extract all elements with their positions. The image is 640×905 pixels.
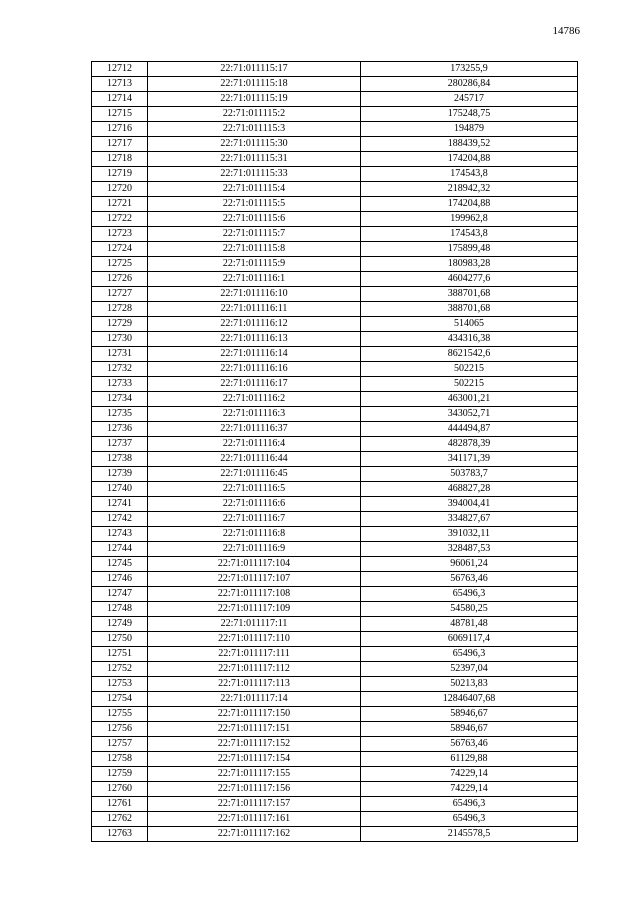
row-number-cell: 12712 [92,62,148,77]
row-number-cell: 12739 [92,467,148,482]
table-row [92,512,578,527]
row-number-cell: 12761 [92,797,148,812]
cadastral-number-cell: 22:71:011115:6 [148,212,361,227]
row-number-cell: 12715 [92,107,148,122]
cadastral-number-cell: 22:71:011117:109 [148,602,361,617]
table-row [92,572,578,587]
cadastral-number-cell: 22:71:011115:17 [148,62,361,77]
table-row [92,782,578,797]
cadastral-number-cell: 22:71:011117:104 [148,557,361,572]
row-number-cell: 12741 [92,497,148,512]
row-number-cell: 12716 [92,122,148,137]
cadastral-number-cell: 22:71:011115:30 [148,137,361,152]
row-number-cell: 12744 [92,542,148,557]
table-row [92,542,578,557]
row-number-cell: 12757 [92,737,148,752]
table-row [92,767,578,782]
row-number-cell: 12724 [92,242,148,257]
value-cell: 65496,3 [361,587,578,602]
value-cell: 468827,28 [361,482,578,497]
value-cell: 463001,21 [361,392,578,407]
cadastral-number-cell: 22:71:011117:110 [148,632,361,647]
table-row [92,827,578,842]
cadastral-value-table [91,61,578,842]
row-number-cell: 12747 [92,587,148,602]
table-row [92,257,578,272]
value-cell: 334827,67 [361,512,578,527]
cadastral-number-cell: 22:71:011116:12 [148,317,361,332]
table-row [92,812,578,827]
value-cell: 218942,32 [361,182,578,197]
table-row [92,332,578,347]
row-number-cell: 12717 [92,137,148,152]
cadastral-number-cell: 22:71:011116:17 [148,377,361,392]
table-row [92,242,578,257]
value-cell: 61129,88 [361,752,578,767]
value-cell: 50213,83 [361,677,578,692]
row-number-cell: 12759 [92,767,148,782]
row-number-cell: 12740 [92,482,148,497]
value-cell: 54580,25 [361,602,578,617]
cadastral-number-cell: 22:71:011117:14 [148,692,361,707]
cadastral-number-cell: 22:71:011117:155 [148,767,361,782]
value-cell: 52397,04 [361,662,578,677]
value-cell: 199962,8 [361,212,578,227]
table-row [92,227,578,242]
table-row [92,302,578,317]
table-row [92,677,578,692]
cadastral-number-cell: 22:71:011117:162 [148,827,361,842]
row-number-cell: 12714 [92,92,148,107]
value-cell: 394004,41 [361,497,578,512]
cadastral-number-cell: 22:71:011115:4 [148,182,361,197]
table-row [92,167,578,182]
table-row [92,362,578,377]
row-number-cell: 12738 [92,452,148,467]
table-row [92,137,578,152]
row-number-cell: 12735 [92,407,148,422]
table-row [92,632,578,647]
row-number-cell: 12753 [92,677,148,692]
table-row [92,317,578,332]
table-row [92,422,578,437]
row-number-cell: 12748 [92,602,148,617]
cadastral-number-cell: 22:71:011116:11 [148,302,361,317]
cadastral-number-cell: 22:71:011116:13 [148,332,361,347]
value-cell: 173255,9 [361,62,578,77]
row-number-cell: 12751 [92,647,148,662]
table-row [92,737,578,752]
table-row [92,182,578,197]
value-cell: 6069117,4 [361,632,578,647]
table-row [92,272,578,287]
cadastral-number-cell: 22:71:011117:113 [148,677,361,692]
cadastral-number-cell: 22:71:011115:19 [148,92,361,107]
value-cell: 56763,46 [361,737,578,752]
value-cell: 4604277,6 [361,272,578,287]
table-row [92,797,578,812]
table-row [92,107,578,122]
row-number-cell: 12721 [92,197,148,212]
cadastral-number-cell: 22:71:011116:2 [148,392,361,407]
value-cell: 12846407,68 [361,692,578,707]
row-number-cell: 12746 [92,572,148,587]
value-cell: 444494,87 [361,422,578,437]
row-number-cell: 12736 [92,422,148,437]
value-cell: 180983,28 [361,257,578,272]
cadastral-number-cell: 22:71:011115:31 [148,152,361,167]
table-row [92,122,578,137]
row-number-cell: 12760 [92,782,148,797]
row-number-cell: 12743 [92,527,148,542]
value-cell: 175248,75 [361,107,578,122]
cadastral-number-cell: 22:71:011117:111 [148,647,361,662]
row-number-cell: 12763 [92,827,148,842]
row-number-cell: 12742 [92,512,148,527]
row-number-cell: 12719 [92,167,148,182]
cadastral-number-cell: 22:71:011117:112 [148,662,361,677]
row-number-cell: 12737 [92,437,148,452]
row-number-cell: 12728 [92,302,148,317]
value-cell: 48781,48 [361,617,578,632]
cadastral-number-cell: 22:71:011116:1 [148,272,361,287]
value-cell: 341171,39 [361,452,578,467]
value-cell: 74229,14 [361,782,578,797]
table-row [92,557,578,572]
table-row [92,62,578,77]
row-number-cell: 12723 [92,227,148,242]
cadastral-number-cell: 22:71:011116:6 [148,497,361,512]
value-cell: 502215 [361,362,578,377]
row-number-cell: 12732 [92,362,148,377]
row-number-cell: 12733 [92,377,148,392]
cadastral-number-cell: 22:71:011115:18 [148,77,361,92]
table-row [92,752,578,767]
cadastral-number-cell: 22:71:011116:4 [148,437,361,452]
value-cell: 174543,8 [361,167,578,182]
table-row [92,377,578,392]
value-cell: 391032,11 [361,527,578,542]
row-number-cell: 12756 [92,722,148,737]
row-number-cell: 12725 [92,257,148,272]
row-number-cell: 12754 [92,692,148,707]
table-row [92,587,578,602]
value-cell: 2145578,5 [361,827,578,842]
table-row [92,452,578,467]
table-row [92,647,578,662]
cadastral-number-cell: 22:71:011115:9 [148,257,361,272]
cadastral-number-cell: 22:71:011115:5 [148,197,361,212]
page-number: 14786 [552,25,580,37]
table-row [92,662,578,677]
table-row [92,92,578,107]
cadastral-number-cell: 22:71:011117:150 [148,707,361,722]
row-number-cell: 12722 [92,212,148,227]
table-row [92,722,578,737]
cadastral-number-cell: 22:71:011116:45 [148,467,361,482]
cadastral-number-cell: 22:71:011115:8 [148,242,361,257]
cadastral-number-cell: 22:71:011116:44 [148,452,361,467]
row-number-cell: 12713 [92,77,148,92]
value-cell: 58946,67 [361,722,578,737]
value-cell: 56763,46 [361,572,578,587]
cadastral-number-cell: 22:71:011116:10 [148,287,361,302]
cadastral-number-cell: 22:71:011117:11 [148,617,361,632]
table-row [92,527,578,542]
table-row [92,152,578,167]
row-number-cell: 12720 [92,182,148,197]
value-cell: 65496,3 [361,797,578,812]
cadastral-number-cell: 22:71:011115:33 [148,167,361,182]
value-cell: 58946,67 [361,707,578,722]
cadastral-number-cell: 22:71:011117:152 [148,737,361,752]
value-cell: 388701,68 [361,287,578,302]
row-number-cell: 12727 [92,287,148,302]
cadastral-number-cell: 22:71:011116:7 [148,512,361,527]
value-cell: 502215 [361,377,578,392]
value-cell: 194879 [361,122,578,137]
cadastral-number-cell: 22:71:011115:7 [148,227,361,242]
row-number-cell: 12755 [92,707,148,722]
value-cell: 343052,71 [361,407,578,422]
cadastral-number-cell: 22:71:011116:9 [148,542,361,557]
table-row [92,482,578,497]
cadastral-number-cell: 22:71:011117:154 [148,752,361,767]
table-row [92,707,578,722]
table-row [92,287,578,302]
cadastral-number-cell: 22:71:011115:2 [148,107,361,122]
cadastral-number-cell: 22:71:011116:8 [148,527,361,542]
value-cell: 245717 [361,92,578,107]
cadastral-number-cell: 22:71:011117:151 [148,722,361,737]
value-cell: 174204,88 [361,152,578,167]
cadastral-number-cell: 22:71:011115:3 [148,122,361,137]
row-number-cell: 12745 [92,557,148,572]
row-number-cell: 12752 [92,662,148,677]
value-cell: 8621542,6 [361,347,578,362]
cadastral-number-cell: 22:71:011116:3 [148,407,361,422]
table-row [92,437,578,452]
value-cell: 96061,24 [361,557,578,572]
table-row [92,197,578,212]
table-row [92,497,578,512]
value-cell: 503783,7 [361,467,578,482]
row-number-cell: 12726 [92,272,148,287]
table-row [92,617,578,632]
cadastral-number-cell: 22:71:011116:14 [148,347,361,362]
row-number-cell: 12749 [92,617,148,632]
value-cell: 434316,38 [361,332,578,347]
table-row [92,77,578,92]
value-cell: 174204,88 [361,197,578,212]
table-body [92,62,578,842]
cadastral-number-cell: 22:71:011116:37 [148,422,361,437]
value-cell: 514065 [361,317,578,332]
cadastral-number-cell: 22:71:011117:108 [148,587,361,602]
value-cell: 482878,39 [361,437,578,452]
table-row [92,692,578,707]
cadastral-number-cell: 22:71:011117:157 [148,797,361,812]
value-cell: 388701,68 [361,302,578,317]
row-number-cell: 12730 [92,332,148,347]
cadastral-number-cell: 22:71:011117:107 [148,572,361,587]
table-row [92,602,578,617]
cadastral-number-cell: 22:71:011116:5 [148,482,361,497]
row-number-cell: 12718 [92,152,148,167]
table-row [92,212,578,227]
cadastral-number-cell: 22:71:011116:16 [148,362,361,377]
row-number-cell: 12731 [92,347,148,362]
value-cell: 174543,8 [361,227,578,242]
cadastral-number-cell: 22:71:011117:156 [148,782,361,797]
table-row [92,407,578,422]
value-cell: 328487,53 [361,542,578,557]
value-cell: 280286,84 [361,77,578,92]
value-cell: 65496,3 [361,812,578,827]
value-cell: 74229,14 [361,767,578,782]
cadastral-number-cell: 22:71:011117:161 [148,812,361,827]
table-row [92,467,578,482]
row-number-cell: 12734 [92,392,148,407]
row-number-cell: 12762 [92,812,148,827]
table-row [92,347,578,362]
value-cell: 65496,3 [361,647,578,662]
row-number-cell: 12750 [92,632,148,647]
row-number-cell: 12729 [92,317,148,332]
table-row [92,392,578,407]
value-cell: 188439,52 [361,137,578,152]
value-cell: 175899,48 [361,242,578,257]
row-number-cell: 12758 [92,752,148,767]
